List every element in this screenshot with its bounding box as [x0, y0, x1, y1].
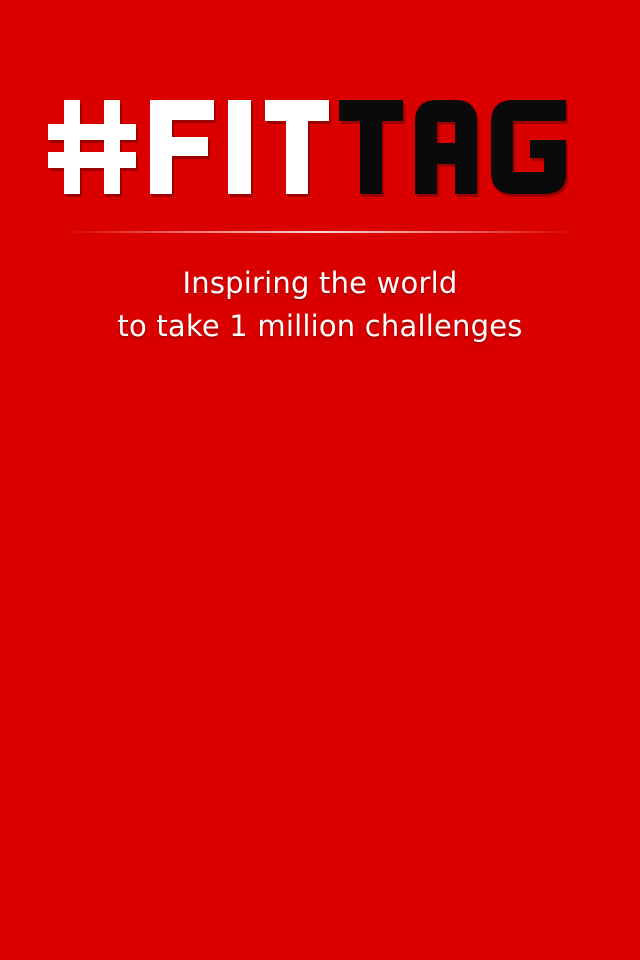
fittag-logo-graphic	[38, 94, 582, 200]
fittag-logo	[38, 94, 582, 200]
tagline-line-1: Inspiring the world	[182, 266, 458, 300]
tagline-line-2: to take 1 million challenges	[117, 309, 523, 343]
logo-divider	[64, 231, 576, 233]
logo-letter-a	[415, 100, 477, 194]
logo-tag-part	[339, 100, 566, 194]
logo-letter-g	[491, 100, 566, 194]
logo-hash-glyph	[48, 100, 136, 194]
logo-letter-t	[265, 100, 329, 194]
logo-letter-t2	[339, 100, 403, 194]
logo-letter-f	[150, 100, 214, 194]
logo-letter-i	[228, 100, 251, 194]
logo-fit-part	[48, 100, 329, 194]
